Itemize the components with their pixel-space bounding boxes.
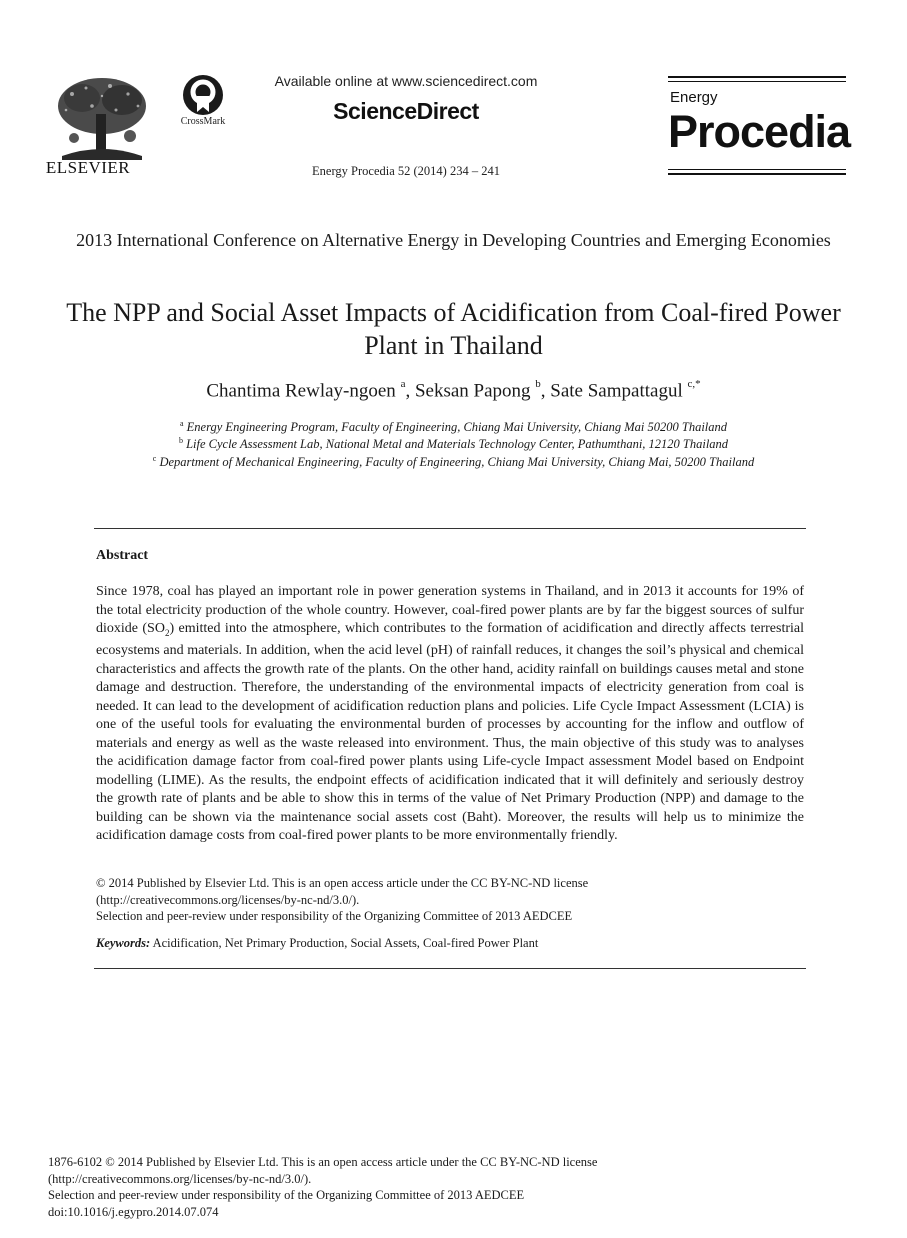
publisher-name: ELSEVIER (45, 158, 131, 177)
author-affiliation-mark: a (400, 378, 406, 390)
abstract-text-part: Since 1978, coal has played an important role in power generation systems in Thailand, and in 2013 it accounts for 19% of the total electricity production of the whole country. However, coal-fired power plants are by far the biggest sources of sulfur dioxide (SO (96, 584, 804, 636)
review-statement: Selection and peer-review under responsibility of the Organizing Committee of 2013 AEDCEE (96, 909, 573, 923)
affiliation-text: Department of Mechanical Engineering, Faculty of Engineering, Chiang Mai University, Chiang Mai, 50200 Thailand (159, 455, 755, 470)
crossmark-icon (181, 74, 225, 116)
divider-top (94, 528, 806, 529)
author-name: Sate Sampattagul (550, 380, 683, 402)
license-block (96, 875, 804, 925)
journal-logo-small: Energy (670, 89, 718, 106)
conference-name: 2013 International Conference on Alternative Energy in Developing Countries and Emerging Economies (76, 230, 831, 250)
footer-doi[interactable]: doi:10.1016/j.egypro.2014.07.074 (48, 1204, 219, 1219)
abstract-heading: Abstract (96, 548, 149, 563)
affiliation-text: Energy Engineering Program, Faculty of Engineering, Chiang Mai University, Chiang Mai 50200 Thailand (186, 420, 728, 435)
license-line: © 2014 Published by Elsevier Ltd. This is an open access article under the CC BY-NC-ND license (96, 876, 589, 890)
abstract-paragraph (96, 583, 804, 846)
footer-copyright: 1876-6102 © 2014 Published by Elsevier Ltd. This is an open access article under the CC BY-NC-ND license (48, 1155, 598, 1169)
crossmark-badge[interactable] (173, 74, 233, 134)
author-affiliation-mark: c,* (687, 378, 701, 390)
affiliation-mark: a (179, 419, 184, 428)
keywords-label: Keywords: (96, 936, 151, 950)
divider-bottom (94, 968, 806, 969)
abstract-body (96, 583, 804, 846)
crossmark-label: CrossMark (180, 116, 226, 127)
affiliation-mark: b (178, 436, 183, 445)
license-link[interactable]: (http://creativecommons.org/licenses/by-nc-nd/3.0/). (96, 892, 360, 907)
logo-top-rule-1 (668, 76, 846, 78)
elsevier-tree-icon (52, 76, 152, 160)
journal-reference: Energy Procedia 52 (2014) 234 – 241 (312, 164, 500, 178)
footer-review-statement: Selection and peer-review under responsibility of the Organizing Committee of 2013 AEDCEE (48, 1188, 525, 1203)
journal-logo (668, 76, 851, 176)
abstract-text-part: ) emitted into the atmosphere, which contributes to the formation of acidification and directly affects terrestrial ecosystems and materials. In addition, when the acid level (pH) of rainfall reduces, it changes the soil’s physical and chemical characteristics and affects the growth rate of the plants. On the other hand, acidity rainfall on buildings causes metal and stone damage and destruction. Therefore, the understanding of the environmental impacts of electricity generation from coal is needed. It can lead to the development of acidification reduction plans and policies. Life Cycle Impact Assessment (LCIA) is one of the useful tools for evaluating the environmental burden of processes by accounting for the inflow and outflow of materials and energy as well as the waste released into environment. Thus, the main objective of this study was to analyses the acidification damage factor from coal-fired power plants using Life-cycle Impact assessment Model based on Endpoint modelling (LIME). As the results, the endpoint effects of acidification indicated that it will definitely and seriously destroy the growth rate of plants and be able to show this in terms of the value of Net Primary Production (NPP) and damage to the building can be shown via the maintenance social assets cost (Baht). Moreover, the results will help us to minimize the acidification damage costs from coal-fired power plants to be more environmentally friendly. (96, 621, 804, 844)
author-affiliation-mark: b (535, 378, 541, 390)
paper-title: The NPP and Social Asset Impacts of Acidification from Coal-fired Power Plant in Thailand (66, 298, 841, 360)
author-list (60, 380, 847, 402)
affiliation-text: Life Cycle Assessment Lab, National Metal and Materials Technology Center, Pathumthani, 12120 Thailand (186, 437, 729, 452)
author-name: Chantima Rewlay-ngoen (206, 380, 396, 402)
affiliation (60, 419, 847, 435)
journal-logo-big: Procedia (668, 106, 851, 157)
keywords-list: Acidification, Net Primary Production, Social Assets, Coal-fired Power Plant (152, 936, 539, 950)
logo-top-rule-2 (668, 81, 846, 82)
abstract-subscript: 2 (164, 627, 170, 638)
elsevier-logo (27, 76, 149, 180)
page-footer (48, 1154, 848, 1220)
available-online-text[interactable]: Available online at www.sciencedirect.com (274, 73, 538, 89)
author-separator: , (540, 380, 551, 402)
logo-bottom-rule-1 (668, 169, 846, 170)
logo-bottom-rule-2 (668, 173, 846, 175)
author-separator: , (405, 380, 415, 402)
author-name: Seksan Papong (414, 380, 531, 402)
affiliation-mark: c (152, 454, 157, 463)
sciencedirect-logo: ScienceDirect (333, 98, 479, 124)
footer-license-link[interactable]: (http://creativecommons.org/licenses/by-nc-nd/3.0/). (48, 1171, 312, 1186)
affiliation (60, 436, 847, 452)
keywords-line (96, 936, 804, 951)
affiliation (60, 454, 847, 470)
